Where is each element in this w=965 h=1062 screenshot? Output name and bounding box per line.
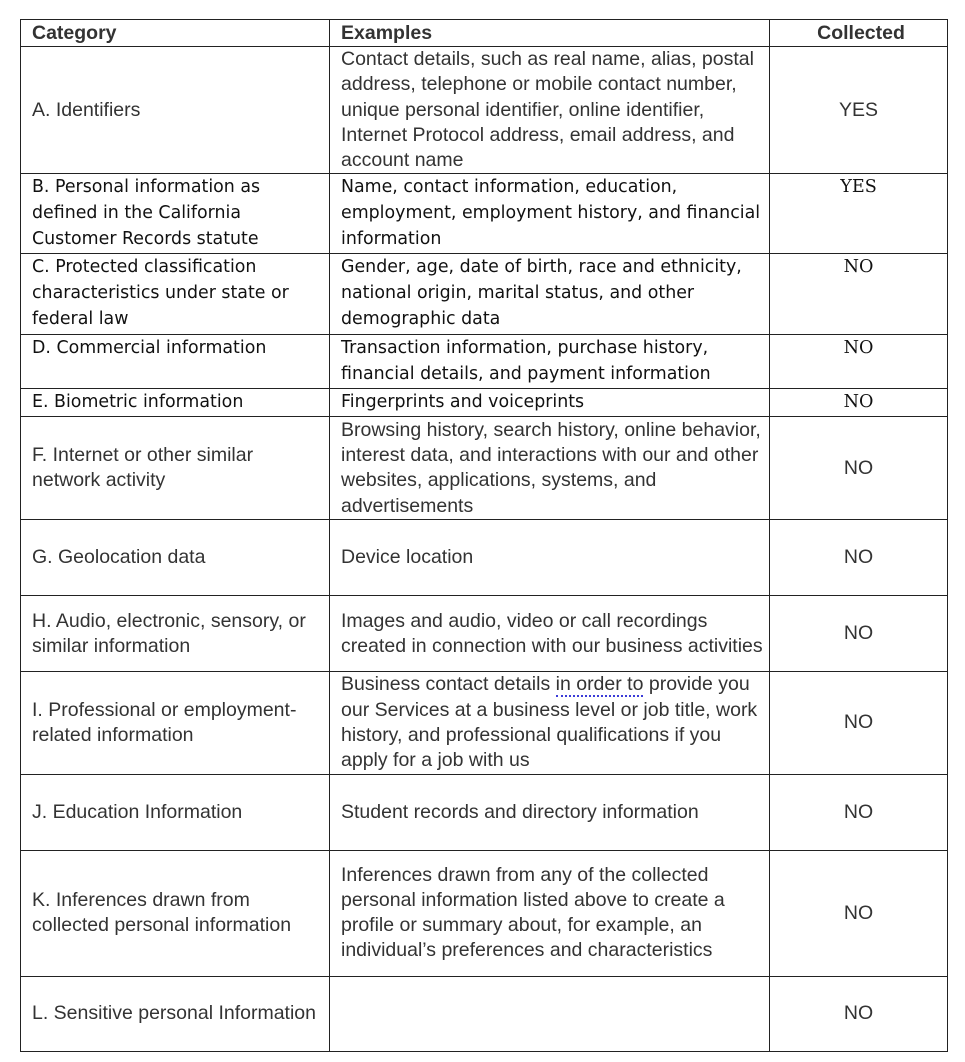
collected-cell: NO — [770, 520, 948, 596]
collected-cell: NO — [770, 672, 948, 774]
category-cell: J. Education Information — [21, 774, 330, 850]
header-collected: Collected — [770, 20, 948, 47]
header-examples: Examples — [330, 20, 770, 47]
collected-cell: NO — [770, 774, 948, 850]
category-cell: C. Protected classification characteristics under state or federal law — [21, 254, 330, 335]
category-cell: I. Professional or employment-related information — [21, 672, 330, 774]
examples-cell: Gender, age, date of birth, race and ethnicity, national origin, marital status, and other demographic data — [330, 254, 770, 335]
category-cell: H. Audio, electronic, sensory, or similar information — [21, 596, 330, 672]
examples-cell — [330, 672, 770, 774]
examples-cell: Images and audio, video or call recordings created in connection with our business activities — [330, 596, 770, 672]
examples-cell: Transaction information, purchase history, financial details, and payment information — [330, 335, 770, 389]
table-row — [21, 596, 948, 672]
table-row — [21, 254, 948, 335]
collected-cell: NO — [770, 389, 948, 417]
collected-cell: NO — [770, 417, 948, 520]
category-cell: F. Internet or other similar network activity — [21, 417, 330, 520]
examples-cell: Inferences drawn from any of the collected personal information listed above to create a profile or summary about, for example, an individual’s preferences and characteristics — [330, 850, 770, 976]
category-cell: A. Identifiers — [21, 47, 330, 174]
table-row — [21, 850, 948, 976]
table-row — [21, 47, 948, 174]
grammar-suggestion-underline[interactable]: in order to — [555, 673, 644, 696]
table-row — [21, 417, 948, 520]
collected-cell: NO — [770, 976, 948, 1051]
header-category: Category — [21, 20, 330, 47]
examples-cell: Contact details, such as real name, alias, postal address, telephone or mobile contact number, unique personal identifier, online identifier, Internet Protocol address, email address, and account name — [330, 47, 770, 174]
examples-text-start: Business contact details — [341, 673, 556, 696]
category-cell: B. Personal information as defined in the California Customer Records statute — [21, 174, 330, 254]
collected-cell: NO — [770, 850, 948, 976]
category-cell: L. Sensitive personal Information — [21, 976, 330, 1051]
table-row — [21, 976, 948, 1051]
examples-cell: Device location — [330, 520, 770, 596]
examples-cell: Student records and directory information — [330, 774, 770, 850]
category-cell: E. Biometric information — [21, 389, 330, 417]
examples-cell: Fingerprints and voiceprints — [330, 389, 770, 417]
category-cell: G. Geolocation data — [21, 520, 330, 596]
examples-cell: Name, contact information, education, employment, employment history, and financial information — [330, 174, 770, 254]
table-row — [21, 389, 948, 417]
table-row — [21, 335, 948, 389]
personal-information-table — [20, 19, 948, 1052]
collected-cell: YES — [770, 174, 948, 254]
category-cell: K. Inferences drawn from collected personal information — [21, 850, 330, 976]
collected-cell: YES — [770, 47, 948, 174]
table-row — [21, 520, 948, 596]
examples-cell: Browsing history, search history, online behavior, interest data, and interactions with our and other websites, applications, systems, and advertisements — [330, 417, 770, 520]
collected-cell: NO — [770, 596, 948, 672]
header-row — [21, 20, 948, 47]
collected-cell: NO — [770, 335, 948, 389]
table-row — [21, 174, 948, 254]
examples-text-end: provide you our Services at a business level or job title, work history, and professional qualifications if you apply for a job with us — [341, 673, 758, 772]
collected-cell: NO — [770, 254, 948, 335]
table-row — [21, 774, 948, 850]
table-row — [21, 672, 948, 774]
category-cell: D. Commercial information — [21, 335, 330, 389]
examples-cell — [330, 976, 770, 1051]
